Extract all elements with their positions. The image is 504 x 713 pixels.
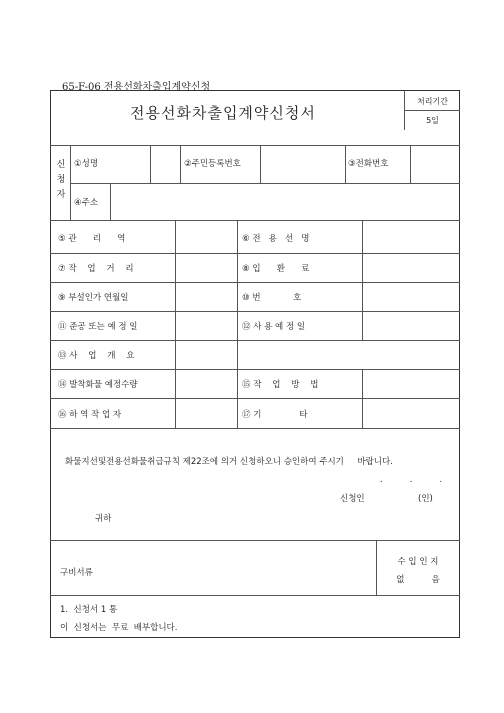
divider <box>50 145 460 146</box>
field-label: ⑮ 작 업 방 법 <box>242 380 319 390</box>
form-title: 전용선화차출입계약신청서 <box>130 104 316 122</box>
revenue-stamp-value: 없 음 <box>396 575 440 585</box>
applicant-sign-label: 신청인 <box>340 494 365 504</box>
divider <box>345 145 346 183</box>
divider <box>50 428 460 429</box>
name-label: ①성명 <box>74 159 99 169</box>
field-label: ⑦ 작 업 거 리 <box>58 264 134 274</box>
divider <box>50 220 460 221</box>
field-label: ⑩ 번 호 <box>242 293 302 303</box>
divider <box>150 145 151 183</box>
divider <box>175 220 176 428</box>
processing-value: 5일 <box>426 116 439 125</box>
note-item: 1. 신청서 1 통 <box>60 605 118 615</box>
divider <box>50 311 460 312</box>
form-code: 65-F-06 전용선화차출입계약신청 <box>62 82 211 93</box>
divider <box>404 110 460 111</box>
address-label: ④주소 <box>74 198 99 208</box>
divider <box>50 340 460 341</box>
divider <box>376 540 377 595</box>
processing-label: 처리기간 <box>417 97 448 106</box>
field-label: ⑧ 입 환 료 <box>242 264 310 274</box>
field-label: ⑤ 관 리 역 <box>58 234 126 244</box>
field-label: ⑯ 하 역 작 업 자 <box>58 410 122 420</box>
divider <box>70 145 71 220</box>
attachments-label: 구비서류 <box>60 568 93 578</box>
seal-mark: (인) <box>418 494 433 504</box>
divider <box>50 595 460 596</box>
divider <box>50 398 460 399</box>
divider <box>410 145 411 183</box>
recipient-label: 귀하 <box>95 514 112 524</box>
field-label: ⑬ 사 업 개 요 <box>58 351 135 361</box>
divider <box>260 145 261 183</box>
divider <box>50 253 460 254</box>
divider <box>362 369 363 428</box>
divider <box>70 183 460 184</box>
field-label: ⑫ 사 용 예 정 일 <box>242 322 306 332</box>
divider <box>362 220 363 340</box>
divider <box>50 282 460 283</box>
field-label: ⑨ 부설인가 연월일 <box>58 293 129 303</box>
field-label: ⑰ 기 타 <box>242 410 308 420</box>
applicant-section-label: 신 청 자 <box>56 160 66 200</box>
revenue-stamp-label: 수 입 인 지 <box>397 557 439 567</box>
divider <box>180 145 181 183</box>
note-item: 이 신청서는 무료 배부합니다. <box>60 623 178 633</box>
id-number-label: ②주민등록번호 <box>184 159 241 169</box>
divider <box>50 540 460 541</box>
field-label: ⑥ 전 용 선 명 <box>242 234 310 244</box>
divider <box>110 183 111 220</box>
declaration-text: 화물지선및전용선화물취급규칙 제22조에 의거 신청하오니 승인하여 주시기 바랍니다. <box>65 457 393 467</box>
field-label: ⑭ 발착화물 예정수량 <box>58 380 138 390</box>
phone-label: ③전화번호 <box>348 159 389 169</box>
date-marks: . . . <box>380 475 443 485</box>
field-label: ⑪ 준공 또는 예 정 일 <box>58 322 138 332</box>
divider <box>237 220 238 428</box>
divider <box>50 369 460 370</box>
